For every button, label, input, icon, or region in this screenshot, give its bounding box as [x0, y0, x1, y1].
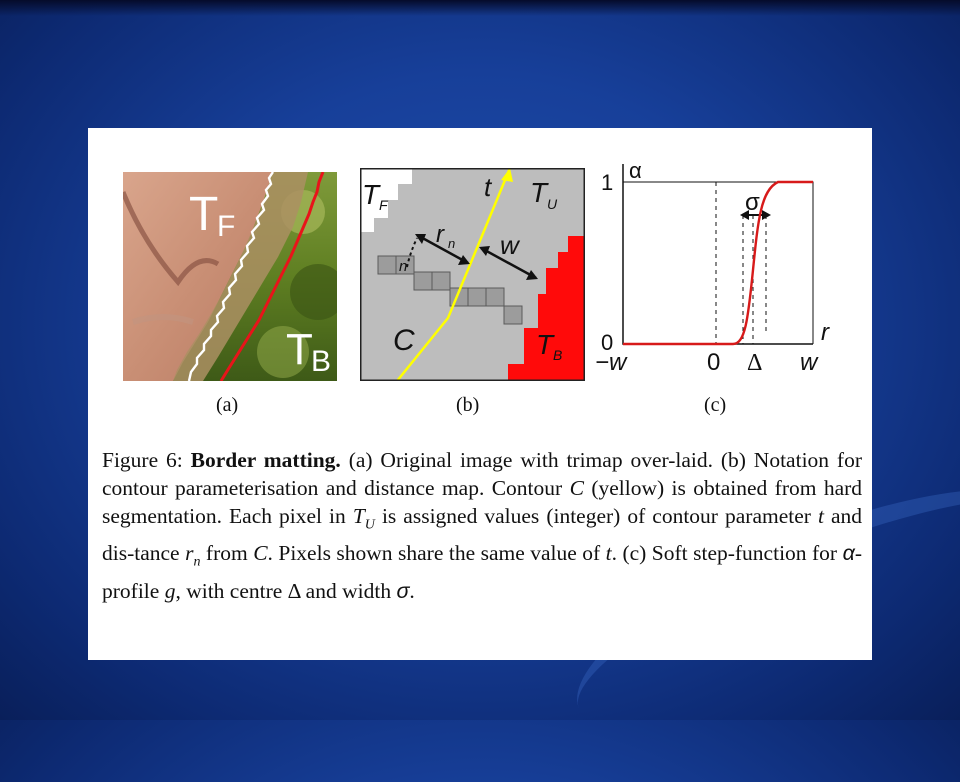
top-shadow — [0, 0, 960, 16]
caption-g: g — [164, 578, 176, 603]
caption-text-3: is assigned values (integer) of contour parameter — [381, 504, 811, 528]
plot-axes — [623, 164, 813, 344]
tu-label-main: T — [530, 177, 548, 208]
caption-t-2: t — [605, 541, 612, 566]
caption-text-10: . — [409, 578, 415, 603]
caption-c-1: C — [569, 476, 584, 500]
caption-c-2: C — [253, 541, 268, 566]
tf-label-b-sub: F — [379, 197, 388, 213]
tick-minus-w: −w — [595, 349, 627, 376]
notation-diagram — [360, 168, 585, 381]
tb-label-b-sub: B — [553, 347, 563, 363]
tb-label-a-main: T — [286, 325, 313, 374]
caption-rn: $r_n$ — [185, 541, 201, 570]
caption-sigma: σ — [396, 578, 410, 603]
caption-text-7: . (c) Soft step-function for — [611, 541, 838, 566]
panel-b-notation — [360, 168, 585, 381]
step-function-plot — [593, 160, 853, 400]
rn-label-sub: n — [448, 236, 456, 251]
n-label: n — [399, 258, 408, 275]
tick-w: w — [800, 349, 818, 376]
w-label-b: w — [500, 230, 519, 260]
caption-text-4: and dis-tance — [102, 504, 863, 566]
figure-6 — [88, 128, 872, 660]
caption-alpha: α — [842, 541, 855, 566]
tf-label-b-main: T — [362, 179, 380, 210]
tf-label-a-main: T — [189, 188, 219, 241]
plot-frame — [623, 182, 813, 344]
caption-t-1: t — [817, 504, 824, 528]
caption-text-8: -profile — [102, 541, 862, 603]
caption-tu: $T_U$ — [352, 504, 375, 533]
c-label: C — [393, 324, 415, 357]
sublabel-a: (a) — [216, 394, 239, 416]
trimap-photo — [123, 172, 337, 381]
tb-label-a-sub: B — [311, 345, 332, 378]
caption-text-1: (a) Original image with trimap over-laid. (b) Notation for contour parameterisation and distance map. Contour — [102, 448, 862, 500]
caption-text-9: , with centre Δ and width — [175, 578, 392, 603]
tf-label-a-sub: F — [217, 210, 236, 243]
caption-text-6: . Pixels shown share the same value of — [267, 541, 601, 566]
panel-a-photo — [123, 172, 337, 381]
figure-caption — [102, 446, 862, 605]
caption-title: Border matting. — [190, 448, 341, 472]
caption-figure-number: Figure 6: — [102, 448, 183, 472]
tick-zero-x: 0 — [707, 349, 721, 376]
panel-c-step-function — [593, 160, 853, 400]
alpha-axis-label: α — [629, 160, 642, 183]
sigma-label: σ — [745, 189, 760, 216]
t-label: t — [484, 172, 492, 202]
sublabel-c: (c) — [704, 394, 727, 416]
caption-text-2: (yellow) is obtained from hard segmentation. Each pixel in — [102, 476, 863, 528]
tb-label-b-main: T — [536, 329, 554, 360]
delta-label: Δ — [747, 350, 763, 376]
tick-zero-y: 0 — [601, 330, 614, 355]
caption-text-5: from — [205, 541, 248, 566]
tu-label-sub: U — [547, 196, 558, 212]
tick-one: 1 — [601, 170, 614, 195]
sublabel-b: (b) — [456, 394, 480, 416]
rn-label-main: r — [436, 221, 444, 248]
r-axis-label: r — [821, 319, 829, 346]
alpha-profile-curve — [623, 182, 813, 344]
